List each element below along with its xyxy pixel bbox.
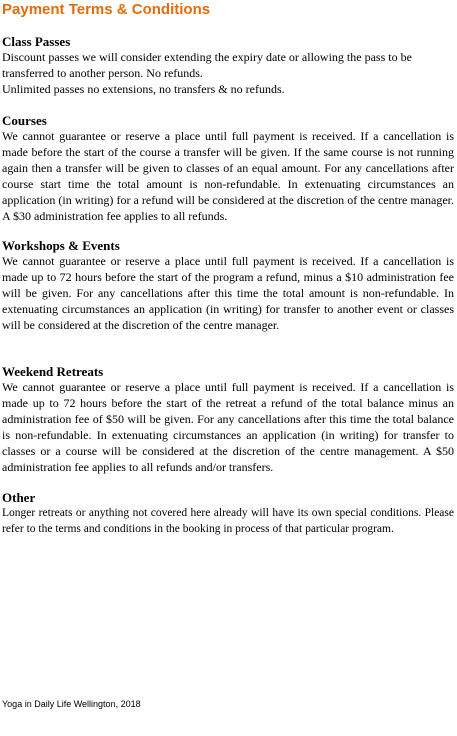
- section-other: [2, 490, 454, 537]
- section-heading-class-passes: Class Passes: [2, 34, 71, 49]
- workshops-body-text: We cannot guarantee or reserve a place until full payment is received. If a cancellation is made up to 72 hours before the start of the program a refund, minus a $10 administration fee will be given. For any cancellations after this time the total amount is non-refundable. In extenuating circumstances an application (in writing) for transfer to another event or classes will be considered at the discretion of the centre manager.: [2, 254, 454, 332]
- section-heading-other: Other: [2, 490, 36, 505]
- class-passes-unlimited-text: Unlimited passes no extensions, no transfers & no refunds.: [2, 82, 285, 96]
- page-title: Payment Terms & Conditions: [2, 1, 211, 18]
- section-heading-retreats: Weekend Retreats: [2, 364, 104, 379]
- courses-body-text: We cannot guarantee or reserve a place until full payment is received. If a cancellation is made before the start of the course a transfer will be given. If the same course is not running again then a transfer will be given to classes of an equal amount. For any cancellations after course start time the total amount is non-refundable. In extenuating circumstances an application (in writing) for a refund will be considered at the discretion of the centre manager. A $30 administration fee applies to all refunds.: [2, 129, 454, 223]
- footer-text: Yoga in Daily Life Wellington, 2018: [2, 699, 141, 709]
- section-courses: [2, 113, 454, 224]
- class-passes-discount-text: Discount passes we will consider extending the expiry date or allowing the pass to be transferred to another person. No refunds.: [2, 50, 412, 80]
- other-body-text: Longer retreats or anything not covered here already will have its own special conditions. Please refer to the terms and conditions in the booking in process of that particular program.: [2, 507, 454, 535]
- section-heading-workshops: Workshops & Events: [2, 238, 120, 253]
- retreats-body-text: We cannot guarantee or reserve a place until full payment is received. If a cancellation is made up to 72 hours before the start of the retreat a refund of the total balance minus an administration fee of $50 will be given. For any cancellations after this time the total balance is non-refundable. In extenuating circumstances an application (in writing) for transfer to classes or a course will be considered at the discretion of the centre management. A $50 administration fee applies to all refunds and/or transfers.: [2, 380, 454, 474]
- section-workshops-events: [2, 238, 454, 333]
- section-heading-courses: Courses: [2, 113, 47, 128]
- section-weekend-retreats: [2, 364, 454, 475]
- section-class-passes: [2, 34, 454, 97]
